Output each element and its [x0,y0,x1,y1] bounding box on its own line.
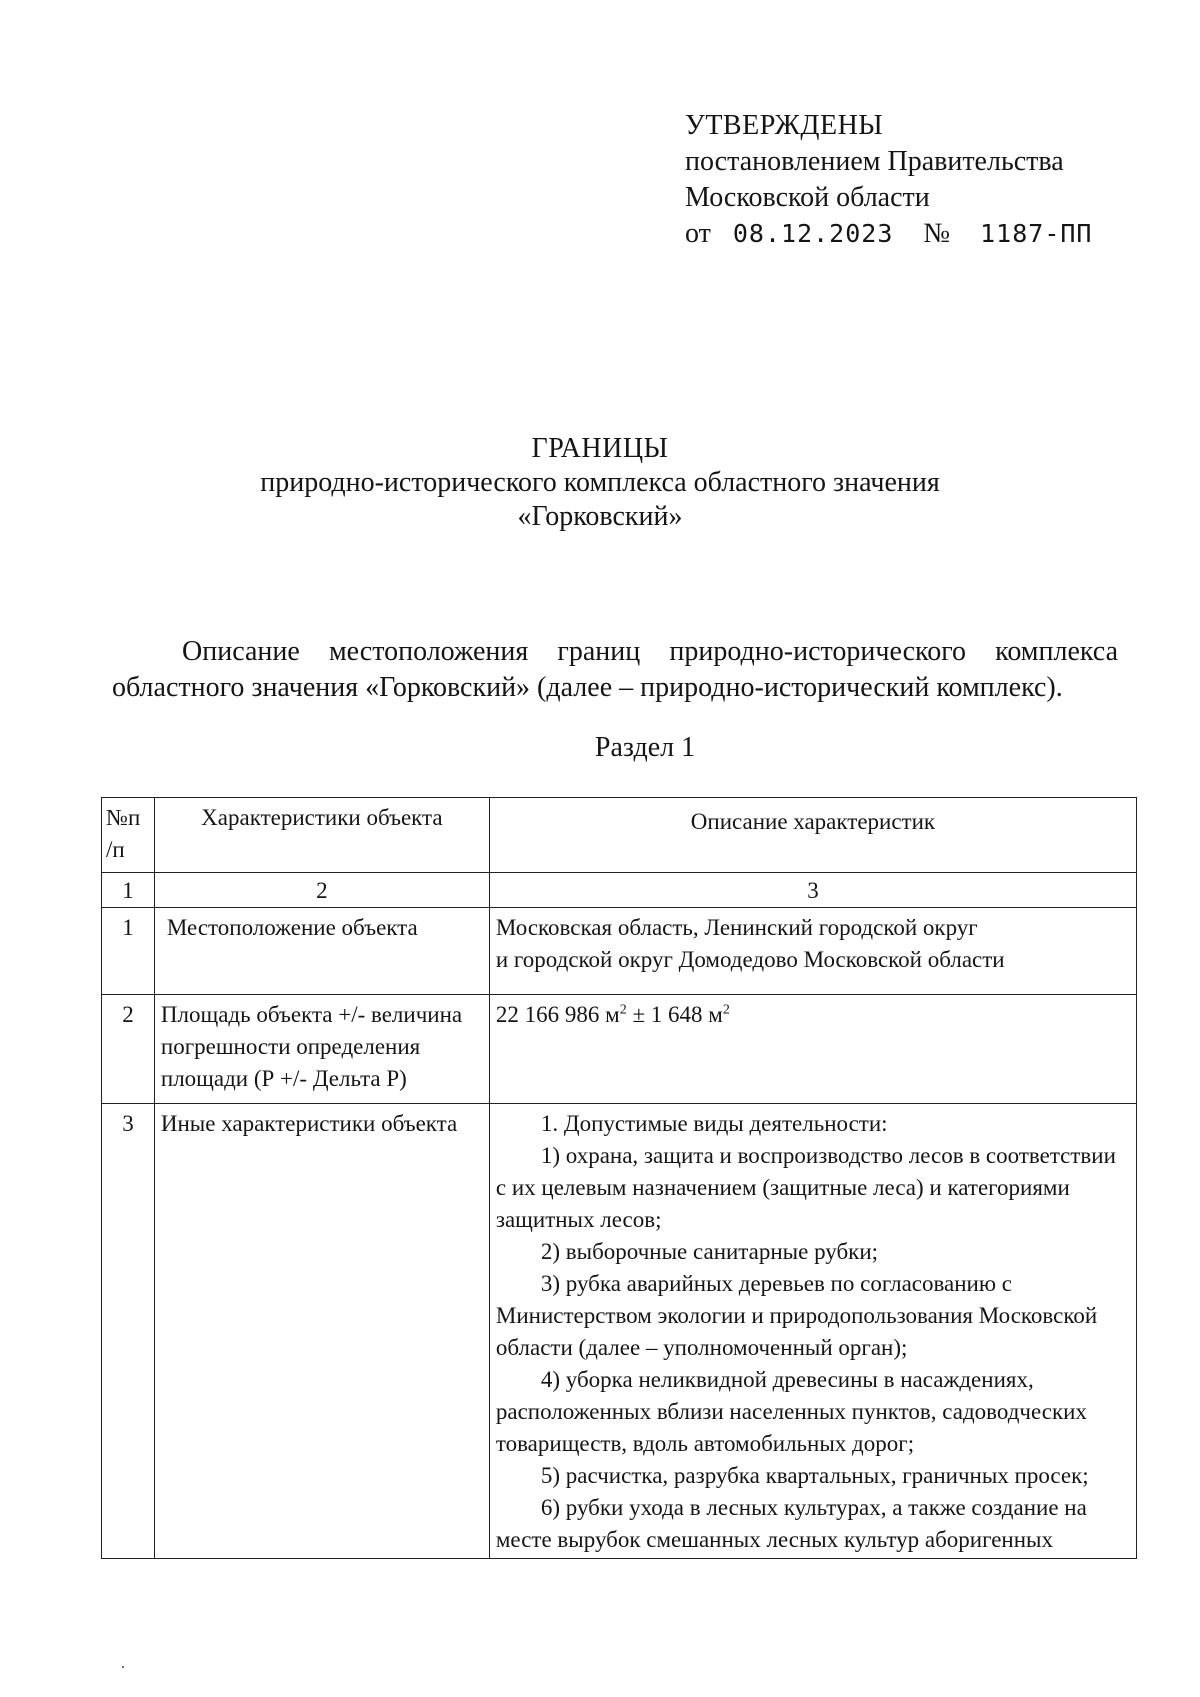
column-number-row [102,873,1137,908]
table-row [102,1104,1137,1559]
approval-date: 08.12.2023 [732,219,894,248]
table-row [102,908,1137,995]
row-description [489,995,1136,1104]
table-header-row [102,798,1137,873]
characteristics-table [101,797,1137,1559]
intro-line-1: Описание местоположения границ природно-исторического комплекса [182,636,1118,667]
intro-line-2: областного значения «Горковский» (далее – природно-исторический комплекс). [112,672,1063,703]
row-num: 3 [102,1104,155,1559]
intro-paragraph [112,634,1118,706]
area-value: 22 166 986 м [495,1002,620,1027]
approval-block [685,108,1092,252]
approval-number: 1187-ПП [980,219,1093,248]
row-num: 1 [102,908,155,995]
row-description [489,908,1136,995]
activity-item: 3) рубка аварийных деревьев по согласованию с Министерством экологии и природопользования Московской области (далее – уполномоченный орган); [495,1271,1098,1360]
row-characteristic [154,908,489,995]
approval-line-2: Московской области [685,182,930,213]
scan-speck [122,1666,124,1668]
error-unit-sup: 2 [722,1002,730,1018]
section-title: Раздел 1 [594,732,696,763]
number-sign: № [923,218,951,249]
row-characteristic: Иные характеристики объекта [154,1104,489,1559]
location-line-1: Московская область, Ленинский городской округ [495,915,978,940]
header-characteristic: Характеристики объекта [154,798,489,873]
approval-date-line [685,216,1092,252]
activity-item: 5) расчистка, разрубка квартальных, граничных просек; [540,1463,1089,1488]
activity-item: 6) рубки ухода в лесных культурах, а также создание на месте вырубок смешанных лесных культур аборигенных [495,1495,1087,1552]
activity-item: 4) уборка неликвидной древесины в насаждениях, расположенных вблизи населенных пунктов, садоводческих товариществ, вдоль автомобильных дорог; [495,1367,1087,1456]
table-row [102,995,1137,1104]
heading-name: «Горковский» [517,501,683,532]
row-description [489,1104,1136,1559]
row-num: 2 [102,995,155,1104]
document-heading [0,432,1200,534]
activity-item: 1) охрана, защита и воспроизводство лесов в соответствии с их целевым назначением (защитные леса) и категориями защитных лесов; [495,1143,1116,1232]
heading-subtitle: природно-исторического комплекса областного значения [260,467,940,498]
heading-title: ГРАНИЦЫ [531,433,669,464]
activity-item: 2) выборочные санитарные рубки; [540,1239,879,1264]
approval-title: УТВЕРЖДЕНЫ [685,110,884,141]
area-error: ± 1 648 м [626,1002,723,1027]
column-number: 1 [102,873,155,908]
header-num: №п /п [102,798,155,873]
header-description: Описание характеристик [489,798,1136,873]
column-number: 2 [154,873,489,908]
location-label: Местоположение объекта [166,915,418,940]
approval-line-1: постановлением Правительства [685,146,1064,177]
location-line-2: и городской округ Домодедово Московской области [495,947,1005,972]
date-prefix: от [685,218,711,249]
activities-title: 1. Допустимые виды деятельности: [540,1111,888,1136]
column-number: 3 [489,873,1136,908]
row-characteristic: Площадь объекта +/- величина погрешности определения площади (Р +/- Дельта Р) [154,995,489,1104]
area-unit-sup: 2 [619,1002,627,1018]
